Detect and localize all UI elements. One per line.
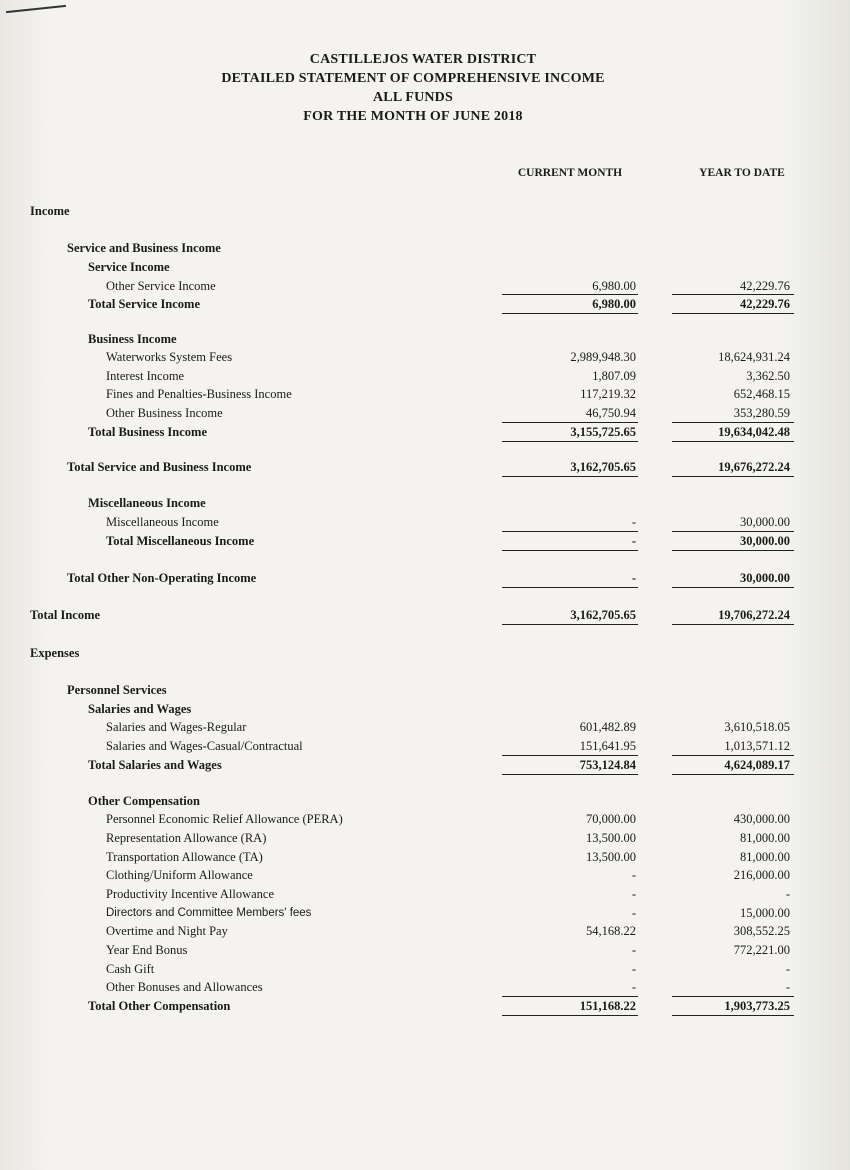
- current-month-value: 1,807.09: [592, 369, 636, 383]
- total-rule: [502, 313, 638, 314]
- year-to-date-value: 42,229.76: [740, 297, 790, 311]
- total-rule: [502, 550, 638, 551]
- year-to-date-value: 1,903,773.25: [724, 999, 790, 1013]
- current-month-value: 601,482.89: [579, 720, 636, 734]
- year-to-date-value: 772,221.00: [733, 943, 790, 957]
- current-month-value: -: [631, 887, 636, 901]
- current-month-value: 151,168.22: [579, 999, 636, 1013]
- year-to-date-value: 430,000.00: [733, 812, 790, 826]
- row-label: Total Income: [30, 608, 101, 622]
- statement-row: [0, 904, 850, 922]
- total-rule: [672, 587, 794, 588]
- statement-row: [0, 295, 850, 313]
- current-month-value: 2,989,948.30: [570, 350, 636, 364]
- district-name: CASTILLEJOS WATER DISTRICT: [309, 52, 537, 67]
- row-label: Transportation Allowance (TA): [106, 850, 263, 864]
- row-label: Expenses: [30, 646, 80, 660]
- statement-row: [0, 756, 850, 774]
- row-label: Salaries and Wages: [88, 702, 192, 716]
- year-to-date-value: 42,229.76: [740, 279, 790, 293]
- total-rule: [672, 624, 794, 625]
- statement-row: [0, 700, 850, 718]
- current-month-value: -: [631, 980, 636, 994]
- total-rule: [672, 294, 794, 295]
- total-rule: [502, 1015, 638, 1016]
- total-rule: [672, 476, 794, 477]
- year-to-date-value: 19,676,272.24: [718, 460, 790, 474]
- statement-row: [0, 404, 850, 422]
- row-label: Salaries and Wages-Regular: [106, 720, 247, 734]
- total-rule: [672, 441, 794, 442]
- total-rule: [502, 755, 638, 756]
- statement-row: [0, 494, 850, 512]
- statement-row: [0, 385, 850, 403]
- year-to-date-value: 81,000.00: [740, 831, 790, 845]
- statement-row: [0, 885, 850, 903]
- current-month-value: 13,500.00: [586, 850, 636, 864]
- row-label: Other Business Income: [106, 406, 223, 420]
- statement-row: [0, 532, 850, 550]
- total-rule: [502, 441, 638, 442]
- year-to-date-value: 216,000.00: [733, 868, 790, 882]
- current-month-value: 117,219.32: [580, 387, 636, 401]
- row-label: Representation Allowance (RA): [106, 831, 267, 845]
- statement-row: [0, 277, 850, 295]
- year-to-date-value: 19,634,042.48: [718, 425, 790, 439]
- year-to-date-value: -: [785, 980, 790, 994]
- total-rule: [502, 422, 638, 423]
- row-label: Other Compensation: [88, 794, 200, 808]
- statement-row: [0, 737, 850, 755]
- current-month-value: 3,155,725.65: [570, 425, 636, 439]
- total-rule: [672, 755, 794, 756]
- row-label: Other Bonuses and Allowances: [106, 980, 263, 994]
- year-to-date-value: -: [785, 887, 790, 901]
- current-month-value: 6,980.00: [592, 297, 636, 311]
- row-label: Year End Bonus: [106, 943, 188, 957]
- row-label: Service and Business Income: [67, 241, 221, 255]
- row-label: Overtime and Night Pay: [106, 924, 228, 938]
- row-label: Total Salaries and Wages: [88, 758, 222, 772]
- current-month-value: 6,980.00: [592, 279, 636, 293]
- row-label: Directors and Committee Members' fees: [106, 907, 312, 919]
- row-label: Clothing/Uniform Allowance: [106, 868, 253, 882]
- total-rule: [502, 624, 638, 625]
- current-month-value: -: [631, 515, 636, 529]
- fund-scope: ALL FUNDS: [373, 90, 453, 105]
- statement-row: [0, 718, 850, 736]
- row-label: Total Other Compensation: [88, 999, 231, 1013]
- current-month-value: 3,162,705.65: [570, 608, 636, 622]
- current-month-value: 46,750.94: [586, 406, 636, 420]
- statement-row: [0, 810, 850, 828]
- row-label: Total Miscellaneous Income: [106, 534, 255, 548]
- total-rule: [672, 774, 794, 775]
- total-rule: [502, 294, 638, 295]
- row-label: Miscellaneous Income: [106, 515, 219, 529]
- period: FOR THE MONTH OF JUNE 2018: [303, 109, 523, 124]
- total-rule: [502, 996, 638, 997]
- current-month-value: -: [631, 943, 636, 957]
- row-label: Total Other Non-Operating Income: [67, 571, 257, 585]
- statement-row: [0, 258, 850, 276]
- year-to-date-value: 3,610,518.05: [724, 720, 790, 734]
- statement-row: [0, 960, 850, 978]
- row-label: Business Income: [88, 332, 177, 346]
- year-to-date-value: 30,000.00: [740, 534, 790, 548]
- row-label: Personnel Economic Relief Allowance (PERA): [106, 812, 343, 826]
- year-to-date-value: 4,624,089.17: [724, 758, 790, 772]
- current-month-value: 70,000.00: [586, 812, 636, 826]
- row-label: Total Business Income: [88, 425, 208, 439]
- row-label: Service Income: [88, 260, 170, 274]
- statement-row: [0, 423, 850, 441]
- current-month-value: 753,124.84: [579, 758, 636, 772]
- statement-row: [0, 202, 850, 220]
- total-rule: [502, 531, 638, 532]
- total-rule: [672, 1015, 794, 1016]
- current-month-value: 3,162,705.65: [570, 460, 636, 474]
- year-to-date-value: 81,000.00: [740, 850, 790, 864]
- statement-row: [0, 792, 850, 810]
- row-label: Productivity Incentive Allowance: [106, 887, 275, 901]
- year-to-date-value: 19,706,272.24: [718, 608, 790, 622]
- row-label: Interest Income: [106, 369, 185, 383]
- row-label: Salaries and Wages-Casual/Contractual: [106, 739, 303, 753]
- column-header-current-month: CURRENT MONTH: [517, 167, 623, 179]
- total-rule: [672, 996, 794, 997]
- statement-row: [0, 922, 850, 940]
- year-to-date-value: 1,013,571.12: [724, 739, 790, 753]
- document-header: [0, 50, 850, 126]
- statement-row: [0, 997, 850, 1015]
- row-label: Total Service and Business Income: [67, 460, 252, 474]
- statement-row: [0, 606, 850, 624]
- total-rule: [672, 422, 794, 423]
- current-month-value: 54,168.22: [586, 924, 636, 938]
- row-label: Miscellaneous Income: [88, 496, 206, 510]
- year-to-date-value: 30,000.00: [740, 571, 790, 585]
- statement-row: [0, 644, 850, 662]
- statement-row: [0, 458, 850, 476]
- year-to-date-value: -: [785, 962, 790, 976]
- statement-row: [0, 569, 850, 587]
- total-rule: [502, 774, 638, 775]
- statement-row: [0, 941, 850, 959]
- row-label: Total Service Income: [88, 297, 201, 311]
- year-to-date-value: 18,624,931.24: [718, 350, 790, 364]
- year-to-date-value: 15,000.00: [740, 906, 790, 920]
- total-rule: [672, 531, 794, 532]
- statement-row: [0, 978, 850, 996]
- current-month-value: 151,641.95: [579, 739, 636, 753]
- row-label: Waterworks System Fees: [106, 350, 233, 364]
- column-header-year-to-date: YEAR TO DATE: [699, 167, 785, 179]
- current-month-value: -: [631, 906, 636, 920]
- year-to-date-value: 353,280.59: [733, 406, 790, 420]
- total-rule: [672, 313, 794, 314]
- row-label: Cash Gift: [106, 962, 155, 976]
- statement-row: [0, 848, 850, 866]
- total-rule: [502, 476, 638, 477]
- statement-row: [0, 348, 850, 366]
- year-to-date-value: 308,552.25: [733, 924, 790, 938]
- current-month-value: -: [631, 534, 636, 548]
- current-month-value: -: [631, 868, 636, 882]
- total-rule: [502, 587, 638, 588]
- statement-title: DETAILED STATEMENT OF COMPREHENSIVE INCOME: [221, 71, 605, 86]
- statement-row: [0, 239, 850, 257]
- statement-row: [0, 829, 850, 847]
- current-month-value: 13,500.00: [586, 831, 636, 845]
- current-month-value: -: [631, 571, 636, 585]
- year-to-date-value: 3,362.50: [746, 369, 790, 383]
- statement-row: [0, 513, 850, 531]
- row-label: Income: [30, 204, 70, 218]
- year-to-date-value: 652,468.15: [733, 387, 790, 401]
- row-label: Personnel Services: [67, 683, 167, 697]
- statement-row: [0, 367, 850, 385]
- row-label: Fines and Penalties-Business Income: [106, 387, 292, 401]
- row-label: Other Service Income: [106, 279, 216, 293]
- current-month-value: -: [631, 962, 636, 976]
- total-rule: [672, 550, 794, 551]
- statement-row: [0, 681, 850, 699]
- statement-row: [0, 330, 850, 348]
- statement-row: [0, 866, 850, 884]
- year-to-date-value: 30,000.00: [740, 515, 790, 529]
